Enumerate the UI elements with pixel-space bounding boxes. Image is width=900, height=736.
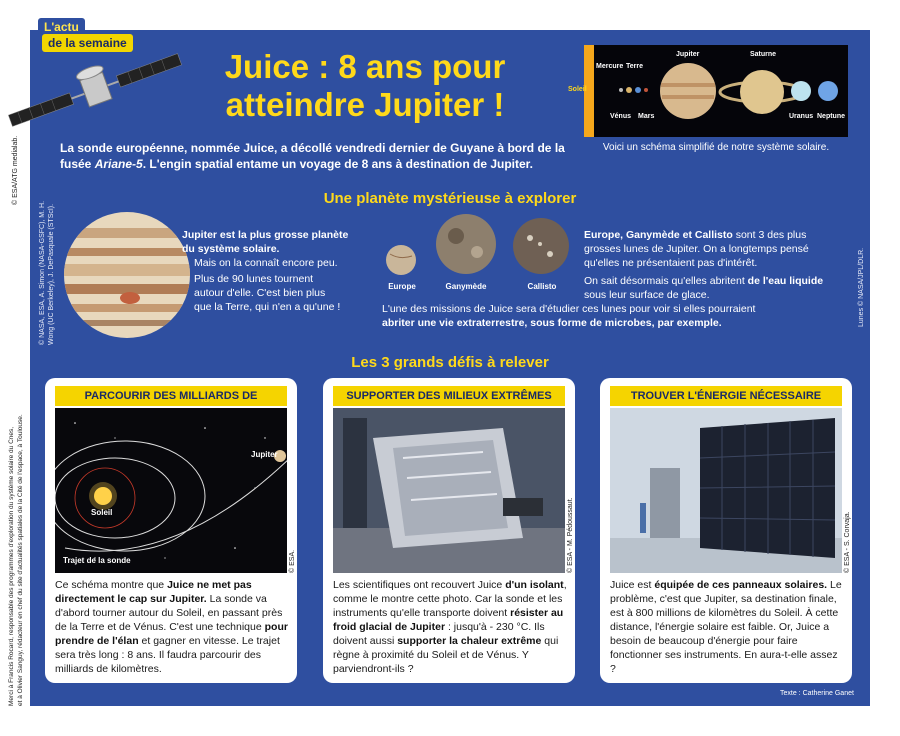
c1-t3: et gagner en vitesse. Le trajet sera très long : 8 ans. Il faudra parcourir des milliards de kilomètres.: [55, 635, 280, 675]
label-venus: Vénus: [610, 113, 632, 120]
c1-b2: pour prendre de l'élan: [55, 621, 288, 647]
card-energy-title: TROUVER L'ÉNERGIE NÉCESSAIRE: [610, 386, 842, 406]
lead-rocket: Ariane-5: [94, 157, 143, 171]
label-neptune: Neptune: [817, 113, 845, 120]
trajectory-image: [55, 408, 287, 573]
c2-b1: d'un isolant: [505, 579, 564, 591]
jupiter-p2: Plus de 90 lunes tournent autour d'elle. C'est bien plus que la Terre, qui n'en a qu'une !: [194, 273, 341, 313]
section-heading-planet: Une planète mystérieuse à explorer: [323, 190, 577, 207]
credit-thanks-line2: et à Olivier Sanguy, rédacteur en chef du site d'actualités spatiales de la Cité de l'espace, à Toulouse.: [17, 414, 24, 706]
badge-actu: L'actu: [38, 18, 85, 36]
title-line1: Juice : 8 ans pour: [224, 48, 506, 85]
label-traj-path: Trajet de la sonde: [63, 556, 131, 565]
card-distance-title: PARCOURIR DES MILLIARDS DE: [55, 386, 287, 406]
mission-a: L'une des missions de Juice sera d'étudier ces lunes pour voir si elles pourraient: [382, 303, 756, 315]
insulated-probe-graphic: [333, 408, 565, 573]
insulated-probe-photo: [333, 408, 565, 573]
credit-card3: © ESA - S. Corvaja.: [844, 511, 851, 573]
moons-text: [584, 228, 846, 302]
label-earth: Terre: [626, 63, 643, 70]
moons-p1: [584, 228, 846, 270]
juice-probe-illustration: [0, 40, 190, 140]
c2-b3: supporter la chaleur extrême: [397, 635, 542, 647]
c3-b1: équipée de ces panneaux solaires.: [654, 579, 828, 591]
label-saturn: Saturne: [750, 51, 777, 58]
moons-p2a: On sait désormais qu'elles abritent: [584, 275, 748, 287]
c3-t2: Le problème, c'est que Jupiter, sa destination finale, est à 800 millions de kilomètres du Soleil. À cette distance, l'énergie solaire est faible. Or, Juice a besoin de beaucoup d'énergie pour faire fonctionner ses instruments. En aura-t-elle assez ?: [610, 579, 842, 675]
moons-p2c: sous leur surface de glace.: [584, 289, 710, 301]
label-traj-sun: Soleil: [91, 508, 113, 517]
card-energy: [600, 378, 852, 683]
credit-jupiter-line1: © NASA, ESA, A. Simon (NASA-GSFC), M. H.: [39, 200, 46, 345]
label-mars: Mars: [638, 113, 655, 120]
credit-card2: © ESA - M. Pédoussaut.: [567, 497, 574, 573]
c2-b2: résister au froid glacial de Jupiter: [333, 607, 564, 633]
solar-caption: Voici un schéma simplifié de notre système solaire.: [602, 142, 830, 153]
c1-t2: La sonde va d'abord tourner autour du Soleil, en passant près de la Terre et de Vénus. C'est une technique: [55, 593, 283, 633]
credit-moons: Lunes © NASA/JPL/DLR.: [858, 247, 865, 327]
c2-t4: qui règne à proximité du Soleil et de Vénus. Y parviendront-ils ?: [333, 635, 559, 675]
label-sun: Soleil: [568, 86, 587, 93]
lead-paragraph: [60, 140, 580, 172]
label-callisto: Callisto: [527, 282, 557, 291]
label-europa: Europe: [388, 282, 416, 291]
c2-t3: : jusqu'à - 230 °C. Ils doivent aussi: [333, 621, 545, 647]
card-distance: [45, 378, 297, 683]
label-traj-jupiter: Jupiter: [251, 450, 278, 459]
jupiter-image: [62, 210, 192, 340]
label-mercury: Mercure: [596, 63, 624, 70]
label-jupiter: Jupiter: [676, 51, 700, 58]
credit-thanks-line1: Merci à Francis Rocard, responsable des programmes d'exploration du système solaire du Cnes,: [8, 426, 15, 706]
text-credit: Texte : Catherine Ganet: [780, 690, 854, 697]
credit-card1: © ESA.: [289, 549, 296, 573]
mission-text: [382, 302, 772, 330]
trajectory-graphic: [55, 408, 287, 573]
moons-p2: [584, 274, 846, 302]
lead-part1: La sonde européenne, nommée Juice, a décollé vendredi dernier de Guyane à bord de la fusée: [60, 141, 565, 171]
card-extremes: [323, 378, 575, 683]
credit-jupiter-line2: Wong (UC Berkeley), J. DePasquale (STScI).: [48, 203, 55, 345]
jupiter-bold: Jupiter est la plus grosse planète du système solaire.: [182, 229, 349, 255]
moons-p1-text: sont 3 des plus grosses lunes de Jupiter. On a longtemps pensé qu'elles ne présentaient pas d'intérêt.: [584, 229, 809, 269]
card-extremes-title: SUPPORTER DES MILIEUX EXTRÊMES: [333, 386, 565, 406]
c1-b1: Juice ne met pas directement le cap sur Jupiter.: [55, 579, 252, 605]
jupiter-text: [182, 228, 357, 314]
moons-image: [380, 214, 580, 284]
title-line2: atteindre Jupiter !: [225, 86, 505, 123]
moons-p2b: de l'eau liquide: [747, 275, 824, 287]
c2-t2: , comme le montre cette photo. Car la sonde et les instruments qu'elle transporte doivent: [333, 579, 567, 619]
label-ganymede: Ganymède: [445, 282, 487, 291]
c1-t1: Ce schéma montre que: [55, 579, 168, 591]
c3-t1: Juice est: [610, 579, 655, 591]
credit-probe-image: © ESA/ATG medialab.: [12, 135, 19, 205]
badge-semaine: de la semaine: [42, 34, 133, 52]
solar-panels-photo: [610, 408, 842, 573]
lead-part2: . L'engin spatial entame un voyage de 8 ans à destination de Jupiter.: [142, 157, 534, 171]
solar-panels-graphic: [610, 408, 842, 573]
c2-t1: Les scientifiques ont recouvert Juice: [333, 579, 506, 591]
mission-b: abriter une vie extraterrestre, sous forme de microbes, par exemple.: [382, 317, 722, 329]
label-uranus: Uranus: [789, 113, 814, 120]
section-heading-challenges: Les 3 grands défis à relever: [351, 354, 549, 371]
page-title: [185, 48, 545, 124]
jupiter-p1: Mais on la connaît encore peu.: [194, 257, 338, 269]
solar-system-graphic: [584, 45, 848, 137]
solar-system-diagram: [584, 45, 848, 137]
moons-bold: Europe, Ganymède et Callisto: [584, 229, 733, 241]
card-distance-text: [55, 578, 291, 676]
card-energy-text: [610, 578, 846, 676]
card-extremes-text: [333, 578, 569, 676]
